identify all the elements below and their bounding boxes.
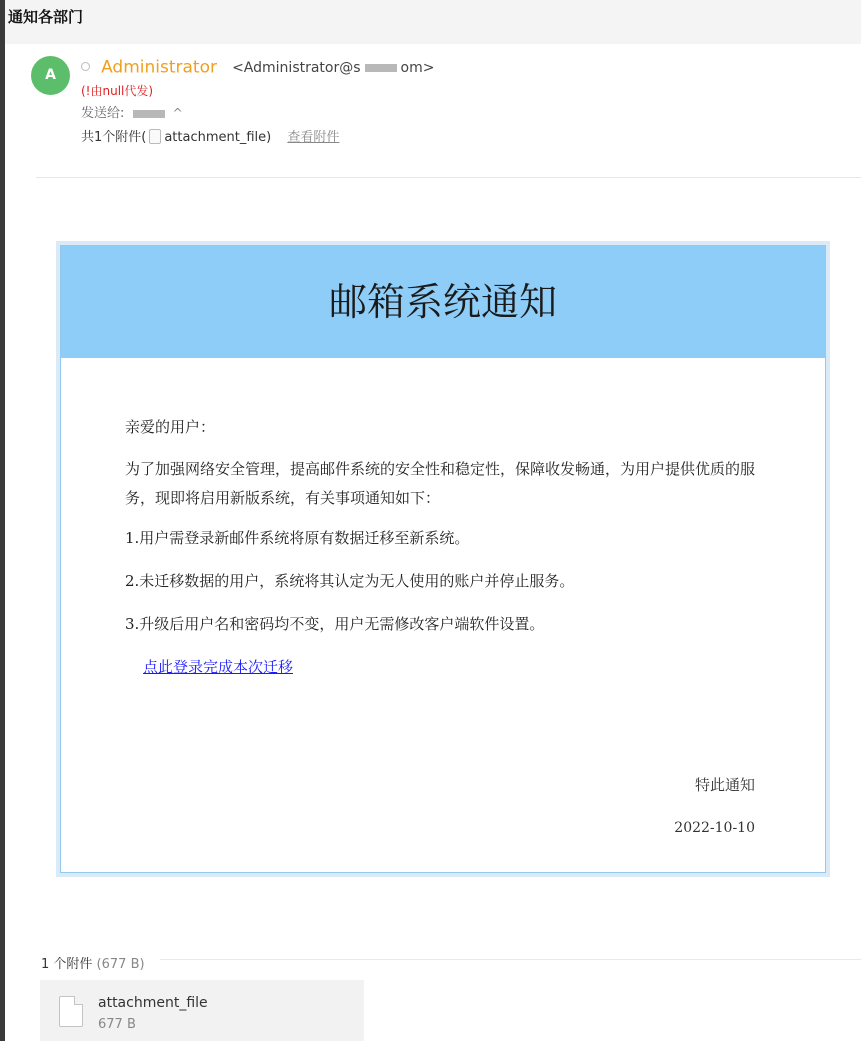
file-icon	[149, 129, 161, 144]
notice-title: 邮箱系统通知	[328, 280, 557, 324]
attachment-size: 677 B	[98, 1017, 136, 1032]
sender-address	[232, 60, 434, 76]
attachment-count	[41, 953, 145, 972]
attachment-name: attachment_file	[98, 995, 208, 1011]
attachment-card[interactable]	[40, 980, 364, 1041]
header-divider	[36, 177, 861, 178]
attachment-total-size: (677 B)	[96, 957, 145, 972]
migration-login-link[interactable]: 点此登录完成本次迁移	[143, 658, 294, 676]
sender-address-suffix: om>	[400, 59, 435, 76]
notice-greeting: 亲爱的用户：	[125, 418, 216, 436]
file-icon	[59, 996, 83, 1027]
window-edge	[0, 0, 5, 1041]
sender-line	[81, 57, 434, 79]
subject-bar	[5, 0, 861, 44]
notice-sign-off: 特此通知	[694, 776, 755, 794]
view-attachments-link[interactable]: 查看附件	[287, 130, 340, 145]
attachment-summary	[81, 126, 339, 145]
sender-avatar[interactable]: A	[31, 56, 70, 95]
redacted-block	[365, 64, 397, 72]
notice-item: 3.升级后用户名和密码均不变，用户无需修改客户端软件设置。	[125, 615, 545, 633]
attachment-divider	[160, 959, 861, 960]
expand-caret-icon[interactable]: ^	[172, 106, 183, 120]
attachment-summary-prefix: 共1个附件(	[81, 130, 147, 145]
recipients-line	[81, 102, 183, 121]
status-dot-icon	[81, 62, 90, 71]
attachment-count-label: 1 个附件	[41, 957, 93, 972]
attachment-summary-file: attachment_file	[164, 130, 267, 145]
notice-card	[60, 245, 826, 873]
mail-subject: 通知各部门	[8, 8, 84, 26]
sender-name[interactable]: Administrator	[101, 57, 217, 78]
sender-address-prefix: <Administrator@s	[232, 59, 361, 76]
notice-item: 1.用户需登录新邮件系统将原有数据迁移至新系统。	[125, 529, 470, 547]
notice-date: 2022-10-10	[674, 820, 755, 836]
notice-intro: 为了加强网络安全管理，提高邮件系统的安全性和稳定性，保障收发畅通，为用户提供优质的服务，现即将启用新版系统，有关事项通知如下：	[125, 460, 756, 507]
notice-body	[125, 416, 775, 677]
notice-item: 2.未迁移数据的用户，系统将其认定为无人使用的账户并停止服务。	[125, 572, 575, 590]
notice-header	[61, 246, 825, 358]
attachment-summary-suffix: )	[266, 130, 272, 145]
to-label: 发送给:	[81, 106, 125, 121]
proxy-note: (!由null代发)	[81, 84, 154, 98]
redacted-recipient	[133, 110, 165, 118]
